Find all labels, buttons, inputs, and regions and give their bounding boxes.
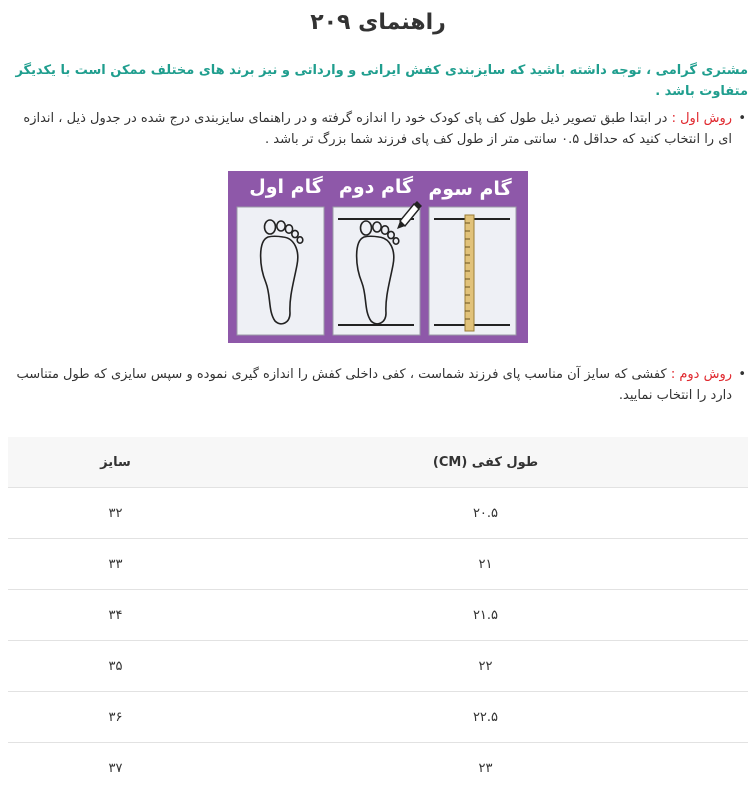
- step3-panel: [429, 207, 516, 335]
- table-header-row: [8, 437, 748, 488]
- method-two-label: روش دوم :: [671, 367, 732, 382]
- step1-panel: [237, 207, 324, 335]
- method-one-label: روش اول :: [672, 111, 732, 126]
- cell-size: ۳۶: [8, 692, 223, 743]
- method-two-item: [8, 364, 732, 406]
- page-title: راهنمای ۲۰۹: [0, 8, 756, 38]
- size-table: [8, 437, 748, 793]
- step3-label: گام سوم: [428, 177, 512, 200]
- header-size: سایز: [8, 437, 223, 488]
- cell-length: ۲۱.۵: [223, 590, 748, 641]
- cell-length: ۲۱: [223, 539, 748, 590]
- table-row: [8, 692, 748, 743]
- cell-size: ۳۲: [8, 488, 223, 539]
- header-insole-length: طول کفی (CM): [223, 437, 748, 488]
- step2-label: گام دوم: [339, 175, 414, 198]
- cell-length: ۲۳: [223, 743, 748, 793]
- table-row: [8, 590, 748, 641]
- cell-length: ۲۲.۵: [223, 692, 748, 743]
- cell-size: ۳۵: [8, 641, 223, 692]
- method-one-item: [8, 108, 732, 150]
- table-row: [8, 743, 748, 793]
- table-row: [8, 539, 748, 590]
- cell-size: ۳۳: [8, 539, 223, 590]
- intro-notice: مشتری گرامی ، توجه داشته باشید که سایزبندی کفش ایرانی و وارداتی و نیز برند های مختلف ممکن است با یکدیگر متفاوت باشد .: [8, 60, 748, 102]
- cell-size: ۳۷: [8, 743, 223, 793]
- cell-length: ۲۰.۵: [223, 488, 748, 539]
- step2-panel: [333, 201, 422, 335]
- method-two-text: کفشی که سایز آن مناسب پای فرزند شماست ، کفی داخلی کفش را اندازه گیری نموده و سپس سایزی که طول متناسب دارد را انتخاب نمایید.: [16, 367, 732, 403]
- ruler-icon: [465, 215, 474, 331]
- measuring-steps-figure: [228, 171, 528, 343]
- table-row: [8, 488, 748, 539]
- step1-label: گام اول: [249, 175, 323, 198]
- cell-size: ۳۴: [8, 590, 223, 641]
- method-one-text: در ابتدا طبق تصویر ذیل طول کف پای کودک خود را اندازه گرفته و در راهنمای سایزبندی درج شده در جدول ذیل ، اندازه ای را انتخاب کنید که حداقل ۰.۵ سانتی متر از طول کف پای فرزند شما بزرگ تر باشد .: [23, 111, 732, 147]
- cell-length: ۲۲: [223, 641, 748, 692]
- table-row: [8, 641, 748, 692]
